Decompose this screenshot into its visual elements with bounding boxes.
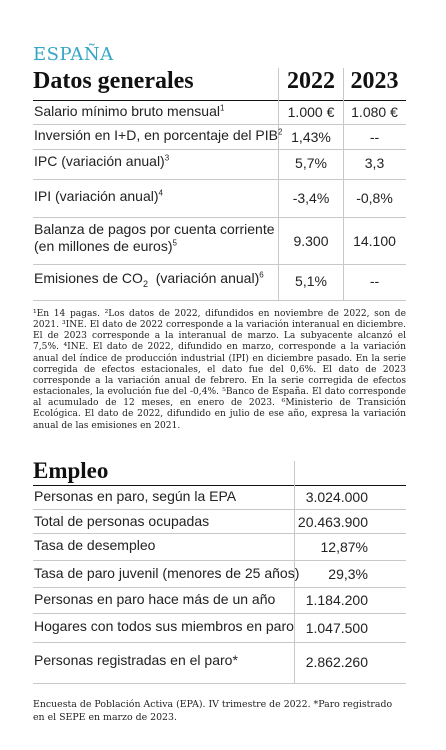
value-2022: -3,4% [292, 190, 330, 206]
row-label: Personas registradas en el paro* [34, 652, 238, 668]
column-header-2023: 2023 [350, 68, 399, 94]
row-label: Tasa de desempleo [34, 537, 156, 553]
value-2023: 14.100 [353, 233, 396, 249]
table-row-salario [33, 100, 406, 125]
table-row [33, 509, 406, 534]
table-row [33, 560, 406, 588]
table-row-ipi [33, 179, 406, 218]
row-value: 3.024.000 [305, 489, 368, 505]
row-label: Balanza de pagos por cuenta corriente (en millones de euros)$^5$ [34, 221, 275, 254]
row-label: Personas en paro hace más de un año [34, 591, 276, 607]
row-label: Personas en paro, según la EPA [34, 488, 237, 504]
row-value: 29,3% [328, 566, 368, 582]
table-row [33, 613, 406, 643]
value-2023: -- [369, 129, 380, 145]
row-label: Hogares con todos sus miembros en paro [34, 618, 294, 634]
row-label: IPC (variación anual)$^3$ [34, 153, 170, 169]
row-label: Tasa de paro juvenil (menores de 25 años) [34, 565, 300, 581]
row-value: 2.862.260 [305, 654, 368, 670]
column-header-2022: 2022 [287, 68, 335, 94]
empleo-table-title: Empleo [33, 458, 109, 483]
row-value: 12,87% [320, 539, 368, 555]
row-label: Salario mínimo bruto mensual$^1$ [34, 103, 225, 119]
empleo-table-header [33, 458, 406, 486]
table-row-emisiones [33, 264, 406, 301]
table-row [33, 485, 406, 510]
row-label: Inversión en I+D, en porcentaje del PIB$^2$ [34, 127, 283, 143]
value-2023: 1.080 € [351, 104, 398, 120]
row-value: 20.463.900 [297, 514, 368, 530]
table-row-inversion [33, 124, 406, 150]
row-value: 1.047.500 [305, 620, 368, 636]
table-row [33, 533, 406, 561]
value-2022: 5,1% [295, 273, 327, 289]
value-2023: -0,8% [356, 190, 393, 206]
footnote-text: Encuesta de Población Activa (EPA). IV trimestre de 2022. *Paro registrado en el SEPE en marzo de 2023. [33, 699, 393, 723]
row-value: 1.184.200 [305, 592, 368, 608]
row-label: IPI (variación anual)$^4$ [34, 188, 163, 204]
row-label: Total de personas ocupadas [34, 513, 210, 529]
general-table-header [33, 66, 406, 101]
section-title: ESPAÑA [33, 44, 114, 65]
table-row-ipc [33, 149, 406, 180]
table-row [33, 587, 406, 614]
value-2022: 1,43% [291, 129, 331, 145]
table-row-balanza [33, 217, 406, 265]
value-2023: 3,3 [364, 155, 385, 171]
notes-text: ¹En 14 pagas. ²Los datos de 2022, difundidos en noviembre de 2022, son de 2021. ³INE. El dato de 2022 corresponde a la variación interanual en diciembre. El de 2023 corresponde a la interanual de marzo. La subyacente alcanzó el 7,5%. ⁴INE. El dato de 2022, difundido en marzo, corresponde a la variación anual del índice de producción industrial (IPI) en diciembre pasado. En la serie corregida de efectos estacionales, el dato fue del 0,6%. El dato de 2023 corresponde a la variación anual de febrero. En la serie corregida de efectos estacionales, la evolución fue del -0,4%. ⁵Banco de España. El dato corresponde al acumulado de 12 meses, en enero de 2023. ⁶Ministerio de Transición Ecológica. El dato de 2022, difundido en julio de ese año, expresa la variación anual de las emisiones en 2021. [33, 309, 406, 431]
row-label: Emisiones de $CO_2$ (variación anual)$^6$ [34, 270, 264, 289]
table-row [33, 642, 406, 684]
general-table-title: Datos generales [33, 68, 194, 94]
general-table-notes [33, 309, 406, 432]
value-2022: 9.300 [293, 233, 329, 249]
value-2022: 1.000 € [287, 104, 335, 120]
value-2023: -- [369, 273, 380, 289]
value-2022: 5,7% [295, 155, 327, 171]
empleo-footnote [33, 698, 406, 724]
